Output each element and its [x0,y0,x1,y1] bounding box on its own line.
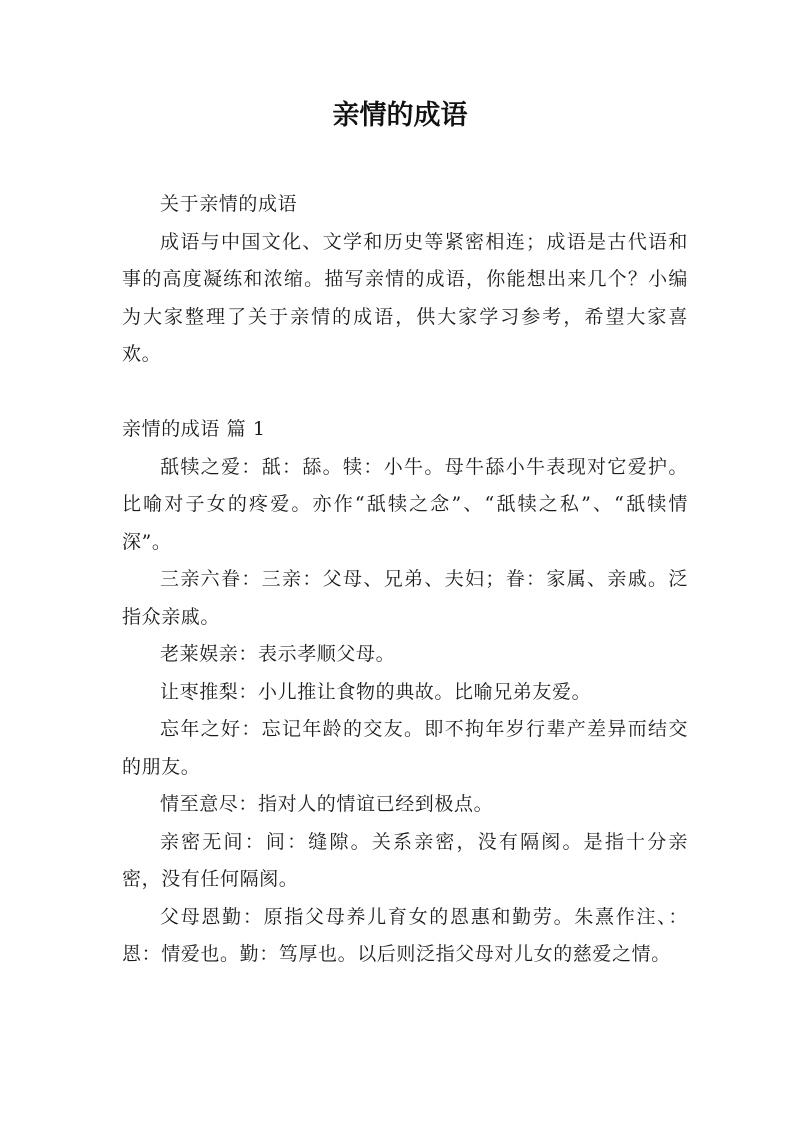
document-body [122,186,688,974]
idiom-entry: 老莱娱亲：表示孝顺父母。 [160,643,396,665]
idiom-entry: 情至意尽：指对人的情谊已经到极点。 [160,793,494,815]
section-spacer [122,374,688,412]
idiom-entry: 父母恩勤：原指父母养儿育女的恩惠和勤劳。朱熹作注、：恩：情爱也。勤：笃厚也。以后则泛指父母对儿女的慈爱之情。 [122,905,688,965]
intro-heading: 关于亲情的成语 [160,193,298,215]
idiom-entry: 舐犊之爱：舐：舔。犊：小牛。母牛舔小牛表现对它爱护。比喻对子女的疼爱。亦作“舐犊之念”、“舐犊之私”、“舐犊情深”。 [122,455,688,553]
intro-paragraph: 成语与中国文化、文学和历史等紧密相连；成语是古代语和事的高度凝练和浓缩。描写亲情的成语，你能想出来几个？小编为大家整理了关于亲情的成语，供大家学习参考，希望大家喜欢。 [122,230,688,365]
idiom-entry: 亲密无间：间：缝隙。关系亲密，没有隔阂。是指十分亲密，没有任何隔阂。 [122,830,688,890]
section-heading: 亲情的成语 篇 1 [122,418,266,440]
idiom-entry: 三亲六眷：三亲：父母、兄弟、夫妇；眷：家属、亲戚。泛指众亲戚。 [122,568,688,628]
idiom-entry: 让枣推梨：小儿推让食物的典故。比喻兄弟友爱。 [160,680,592,703]
idiom-entry: 忘年之好：忘记年龄的交友。即不拘年岁行辈产差异而结交的朋友。 [122,718,688,778]
document-title: 亲情的成语 [332,100,468,131]
